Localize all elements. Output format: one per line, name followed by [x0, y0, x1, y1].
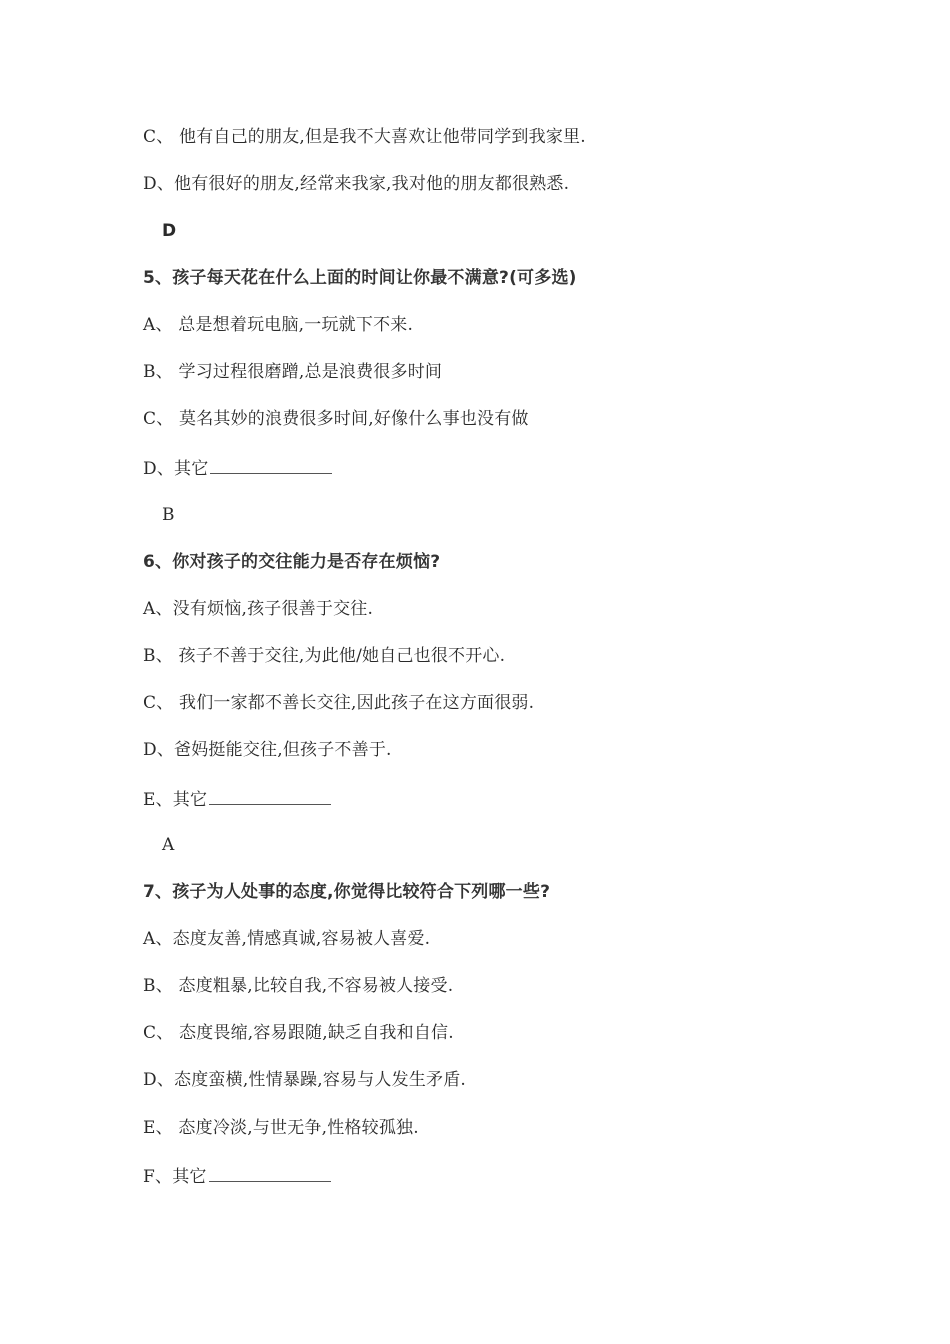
q7-option-e: E、 态度冷淡,与世无争,性格较孤独. [143, 1118, 419, 1138]
q6-answer: A [162, 835, 175, 855]
q4-option-d: D、他有很好的朋友,经常来我家,我对他的朋友都很熟悉. [143, 174, 570, 194]
q6-option-d: D、爸妈挺能交往,但孩子不善于. [143, 740, 392, 760]
q6-option-e: E、其它 [143, 790, 208, 810]
q5-option-a: A、 总是想着玩电脑,一玩就下不来. [143, 315, 414, 335]
q7-option-c: C、 态度畏缩,容易跟随,缺乏自我和自信. [143, 1023, 454, 1043]
q5-option-c: C、 莫名其妙的浪费很多时间,好像什么事也没有做 [143, 409, 529, 429]
q5-option-b: B、 学习过程很磨蹭,总是浪费很多时间 [143, 362, 443, 382]
q5-option-d: D、其它 [143, 459, 209, 479]
q5-other-blank [210, 455, 332, 474]
q5-question: 5、孩子每天花在什么上面的时间让你最不满意?(可多选) [143, 268, 577, 288]
q6-question: 6、你对孩子的交往能力是否存在烦恼? [143, 552, 441, 572]
q6-other-blank [209, 786, 331, 805]
q7-option-d: D、态度蛮横,性情暴躁,容易与人发生矛盾. [143, 1070, 467, 1090]
q7-option-f-line [143, 1163, 331, 1189]
q6-option-a: A、没有烦恼,孩子很善于交往. [143, 599, 374, 619]
q7-option-b: B、 态度粗暴,比较自我,不容易被人接受. [143, 976, 454, 996]
q5-option-d-line [143, 455, 332, 481]
q5-answer: B [162, 505, 175, 525]
q6-option-c: C、 我们一家都不善长交往,因此孩子在这方面很弱. [143, 693, 535, 713]
q6-option-b: B、 孩子不善于交往,为此他/她自己也很不开心. [143, 646, 506, 666]
q7-option-f: F、其它 [143, 1167, 207, 1187]
q6-option-e-line [143, 786, 331, 812]
q4-answer: D [162, 221, 177, 241]
q4-option-c: C、 他有自己的朋友,但是我不大喜欢让他带同学到我家里. [143, 127, 586, 147]
q7-option-a: A、态度友善,情感真诚,容易被人喜爱. [143, 929, 431, 949]
q7-other-blank [209, 1163, 331, 1182]
q7-question: 7、孩子为人处事的态度,你觉得比较符合下列哪一些? [143, 882, 551, 902]
